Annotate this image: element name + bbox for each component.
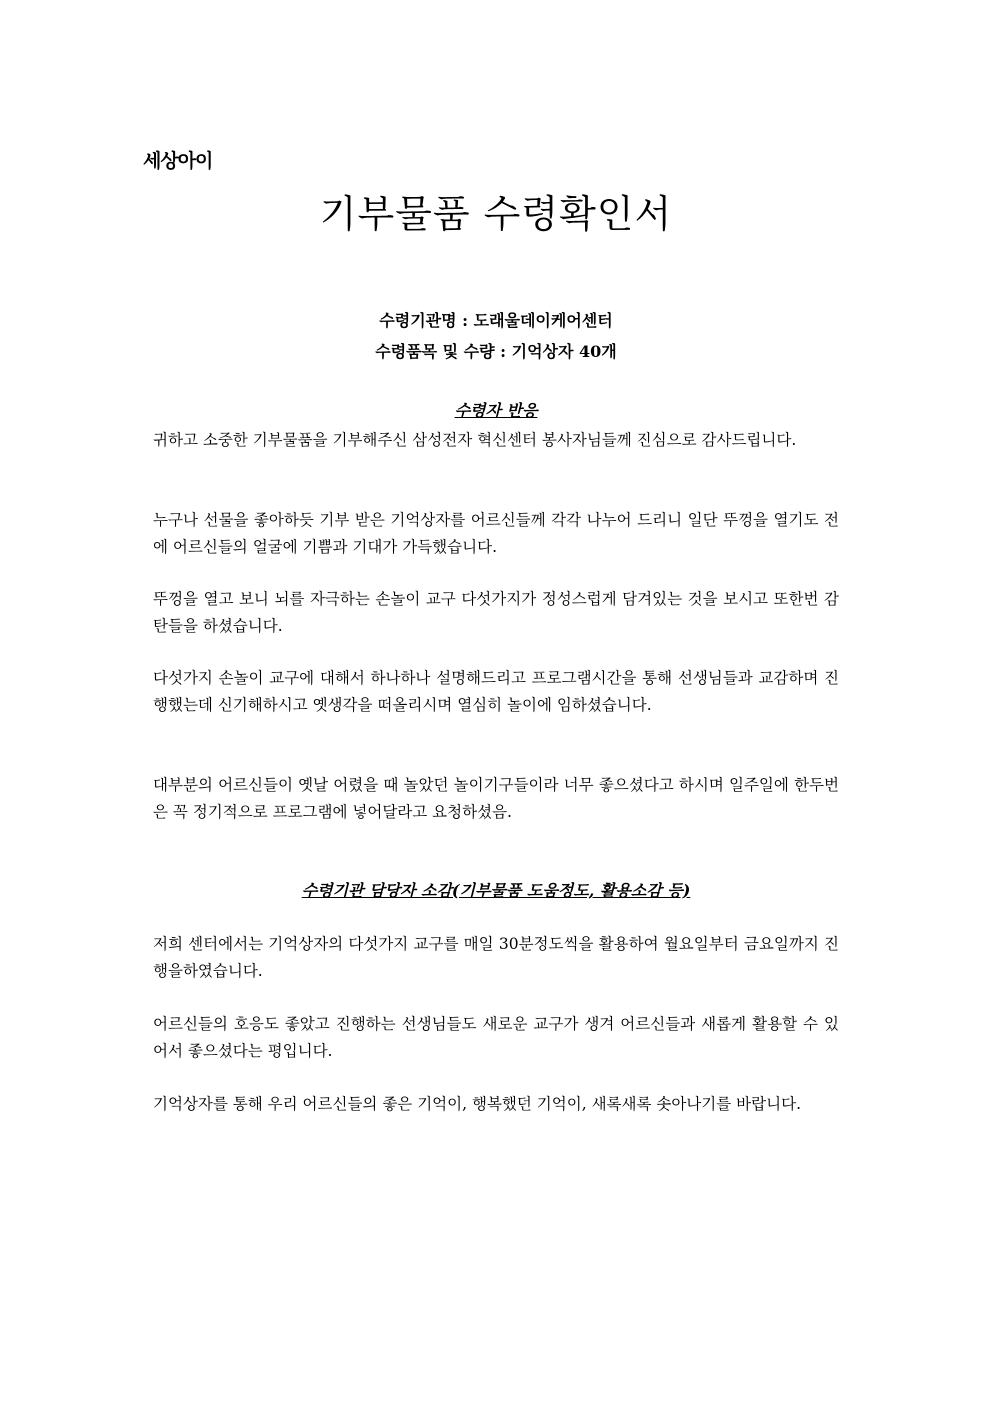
reaction-paragraph-4: 다섯가지 손놀이 교구에 대해서 하나하나 설명해드리고 프로그램시간을 통해 선생님들과 교감하며 진행했는데 신기해하시고 옛생각을 떠올리시며 열심히 놀이에 임하셨습니다. xyxy=(153,669,839,714)
reaction-heading: 수령자 반응 xyxy=(454,401,538,420)
opinion-paragraph-2: 어르신들의 호응도 좋았고 진행하는 선생님들도 새로운 교구가 생겨 어르신들과 새롭게 활용할 수 있어서 좋으셨다는 평입니다. xyxy=(153,1015,839,1060)
recipient-institution: 수령기관명 : 도래울데이케어센터 xyxy=(379,311,613,330)
opinion-paragraph-1: 저희 센터에서는 기억상자의 다섯가지 교구를 매일 30분정도씩을 활용하여 월요일부터 금요일까지 진행을하였습니다. xyxy=(153,935,839,980)
reaction-paragraph-3: 뚜껑을 열고 보니 뇌를 자극하는 손놀이 교구 다섯가지가 정성스럽게 담겨있는 것을 보시고 또한번 감탄들을 하셨습니다. xyxy=(153,590,839,635)
opinion-paragraph-3: 기억상자를 통해 우리 어르신들의 좋은 기억이, 행복했던 기억이, 새록새록 솟아나기를 바랍니다. xyxy=(153,1095,802,1113)
reaction-paragraph-2: 누구나 선물을 좋아하듯 기부 받은 기억상자를 어르신들께 각각 나누어 드리니 일단 뚜껑을 열기도 전에 어르신들의 얼굴에 기쁨과 기대가 가득했습니다. xyxy=(153,511,839,556)
reaction-paragraph-5: 대부분의 어르신들이 옛날 어렸을 때 놀았던 놀이기구들이라 너무 좋으셨다고 하시며 일주일에 한두번은 꼭 정기적으로 프로그램에 넣어달라고 요청하셨음. xyxy=(153,776,839,821)
logo: 세상아이 xyxy=(143,150,213,172)
opinion-heading: 수령기관 담당자 소감(기부물품 도움정도, 활용소감 등) xyxy=(301,881,691,900)
document-title: 기부물품 수령확인서 xyxy=(319,192,673,236)
reaction-paragraph-1: 귀하고 소중한 기부물품을 기부해주신 삼성전자 혁신센터 봉사자님들께 진심으로 감사드립니다. xyxy=(153,431,797,449)
received-items: 수령품목 및 수량 : 기억상자 40개 xyxy=(375,342,617,361)
